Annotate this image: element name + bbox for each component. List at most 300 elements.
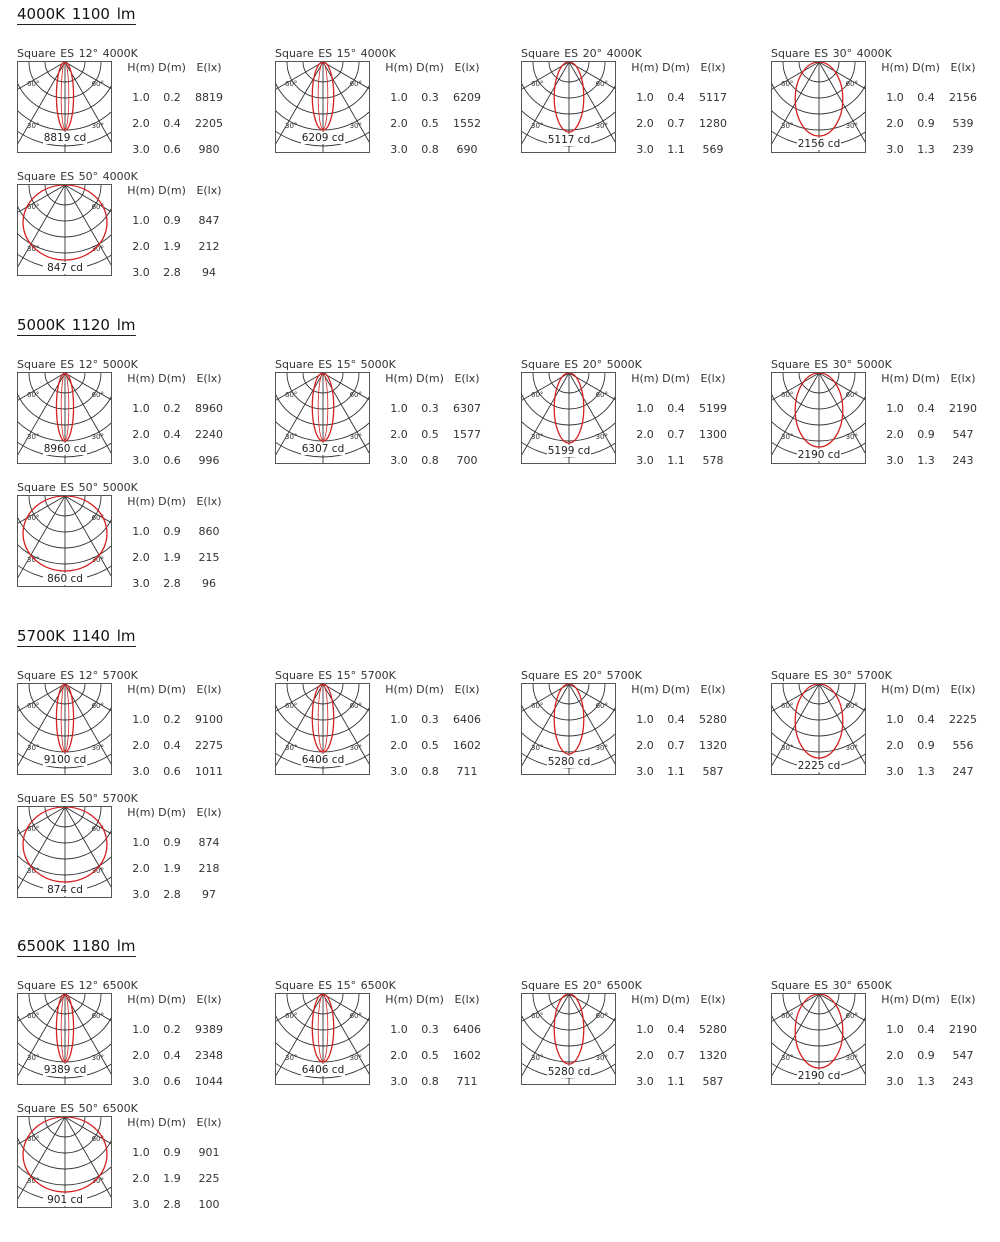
- beam-card: [275, 669, 515, 787]
- table-header-cell: E(lx): [196, 372, 222, 385]
- polar-diagram-svg: [18, 994, 112, 1085]
- table-cell: 2.0: [132, 1049, 150, 1062]
- table-cell: 1320: [699, 739, 727, 752]
- angle-mark-label: 30°: [27, 1177, 40, 1185]
- table-header-cell: D(m): [416, 683, 444, 696]
- angle-mark-label: 30°: [781, 433, 794, 441]
- table-cell: 0.8: [421, 1075, 439, 1088]
- polar-diagram: [771, 993, 866, 1085]
- table-cell: 0.3: [421, 713, 439, 726]
- polar-radial-line: [569, 62, 616, 122]
- candela-label: 9100 cd: [43, 754, 87, 766]
- table-cell: 2.0: [132, 862, 150, 875]
- section-2: [0, 311, 1000, 621]
- table-cell: 1.0: [636, 713, 654, 726]
- table-cell: 547: [952, 428, 974, 441]
- angle-mark-label: 30°: [349, 433, 362, 441]
- table-cell: 2.8: [163, 577, 181, 590]
- section-4: [0, 932, 1000, 1242]
- polar-diagram-svg: [276, 994, 370, 1085]
- candela-label: 6406 cd: [301, 754, 345, 766]
- angle-mark-label: 30°: [27, 1054, 40, 1062]
- table-header-cell: D(m): [912, 61, 940, 74]
- angle-mark-label: 60°: [27, 1012, 40, 1020]
- table-cell: 0.6: [163, 454, 181, 467]
- angle-mark-label: 60°: [91, 514, 104, 522]
- polar-diagram-svg: [18, 496, 112, 587]
- table-header-cell: E(lx): [700, 993, 726, 1006]
- polar-diagram-svg: [18, 62, 112, 153]
- table-cell: 2.0: [886, 1049, 904, 1062]
- table-cell: 2.0: [390, 739, 408, 752]
- table-cell: 980: [198, 143, 220, 156]
- card-title: Square ES 12° 5700K: [17, 669, 138, 682]
- card-title: Square ES 20° 6500K: [521, 979, 642, 992]
- polar-diagram-svg: [276, 684, 370, 775]
- table-cell: 711: [456, 1075, 478, 1088]
- beam-card: [17, 1102, 257, 1220]
- angle-mark-label: 60°: [781, 391, 794, 399]
- table-cell: 218: [198, 862, 220, 875]
- table-cell: 0.9: [163, 836, 181, 849]
- card-title: Square ES 50° 5700K: [17, 792, 138, 805]
- table-cell: 2.0: [132, 739, 150, 752]
- angle-mark-label: 60°: [845, 702, 858, 710]
- polar-diagram: [275, 372, 370, 464]
- beam-card: [17, 47, 257, 165]
- angle-mark-label: 60°: [781, 80, 794, 88]
- table-cell: 0.3: [421, 402, 439, 415]
- angle-mark-label: 30°: [531, 433, 544, 441]
- table-cell: 247: [952, 765, 974, 778]
- table-header-cell: H(m): [631, 993, 659, 1006]
- polar-diagram-svg: [772, 684, 866, 775]
- table-cell: 243: [952, 1075, 974, 1088]
- table-cell: 97: [202, 888, 216, 901]
- polar-diagram: [17, 993, 112, 1085]
- table-cell: 1.3: [917, 1075, 935, 1088]
- polar-radial-line: [569, 373, 616, 433]
- angle-mark-label: 30°: [349, 1054, 362, 1062]
- table-cell: 0.6: [163, 143, 181, 156]
- angle-mark-label: 60°: [91, 203, 104, 211]
- table-cell: 2156: [949, 91, 977, 104]
- table-header-cell: E(lx): [454, 61, 480, 74]
- angle-mark-label: 30°: [595, 122, 608, 130]
- polar-diagram-svg: [772, 373, 866, 464]
- polar-diagram: [771, 61, 866, 153]
- beam-card: [771, 47, 1000, 165]
- angle-mark-label: 30°: [91, 1054, 104, 1062]
- table-cell: 243: [952, 454, 974, 467]
- candela-label: 5199 cd: [547, 445, 591, 457]
- table-cell: 3.0: [886, 765, 904, 778]
- table-cell: 1.9: [163, 551, 181, 564]
- angle-mark-label: 30°: [781, 122, 794, 130]
- table-header-cell: H(m): [631, 683, 659, 696]
- card-title: Square ES 50° 6500K: [17, 1102, 138, 1115]
- angle-mark-label: 60°: [27, 1135, 40, 1143]
- table-cell: 0.5: [421, 1049, 439, 1062]
- angle-mark-label: 60°: [595, 1012, 608, 1020]
- table-cell: 9100: [195, 713, 223, 726]
- table-header-cell: D(m): [158, 372, 186, 385]
- table-header-cell: E(lx): [700, 683, 726, 696]
- table-header-cell: D(m): [158, 61, 186, 74]
- beam-card: [521, 47, 761, 165]
- table-cell: 1.1: [667, 143, 685, 156]
- table-cell: 2225: [949, 713, 977, 726]
- table-cell: 547: [952, 1049, 974, 1062]
- polar-diagram: [521, 61, 616, 153]
- card-title: Square ES 50° 4000K: [17, 170, 138, 183]
- section-title: 5000K 1120 lm: [17, 316, 136, 334]
- table-cell: 1.0: [390, 1023, 408, 1036]
- table-cell: 3.0: [132, 143, 150, 156]
- table-cell: 215: [198, 551, 220, 564]
- table-cell: 0.4: [667, 402, 685, 415]
- table-cell: 0.4: [163, 428, 181, 441]
- table-cell: 0.9: [917, 1049, 935, 1062]
- table-cell: 0.8: [421, 765, 439, 778]
- angle-mark-label: 60°: [285, 391, 298, 399]
- polar-diagram: [275, 61, 370, 153]
- table-header-cell: E(lx): [454, 372, 480, 385]
- table-cell: 1577: [453, 428, 481, 441]
- polar-diagram: [17, 184, 112, 276]
- table-cell: 1.0: [132, 1146, 150, 1159]
- table-cell: 3.0: [132, 1198, 150, 1211]
- table-cell: 2.0: [886, 739, 904, 752]
- table-header-cell: D(m): [662, 993, 690, 1006]
- candela-label: 6406 cd: [301, 1064, 345, 1076]
- beam-card: [17, 481, 257, 599]
- card-title: Square ES 12° 6500K: [17, 979, 138, 992]
- table-cell: 225: [198, 1172, 220, 1185]
- table-header-cell: E(lx): [950, 61, 976, 74]
- table-header-cell: D(m): [416, 61, 444, 74]
- table-header-cell: H(m): [127, 1116, 155, 1129]
- candela-label: 6307 cd: [301, 443, 345, 455]
- table-header-cell: H(m): [881, 993, 909, 1006]
- candela-label: 901 cd: [47, 1194, 83, 1206]
- table-cell: 711: [456, 765, 478, 778]
- beam-card: [17, 358, 257, 476]
- table-header-cell: D(m): [416, 372, 444, 385]
- table-cell: 2.0: [886, 428, 904, 441]
- angle-mark-label: 60°: [27, 702, 40, 710]
- angle-mark-label: 30°: [285, 122, 298, 130]
- polar-diagram: [521, 683, 616, 775]
- table-header-cell: D(m): [158, 495, 186, 508]
- table-header-cell: D(m): [158, 184, 186, 197]
- candela-label: 2190 cd: [797, 449, 841, 461]
- table-header-cell: D(m): [158, 1116, 186, 1129]
- table-cell: 860: [198, 525, 220, 538]
- angle-mark-label: 30°: [27, 433, 40, 441]
- beam-card: [771, 669, 1000, 787]
- polar-diagram-svg: [18, 807, 112, 898]
- polar-diagram: [521, 993, 616, 1085]
- angle-mark-label: 30°: [27, 556, 40, 564]
- card-title: Square ES 15° 4000K: [275, 47, 396, 60]
- polar-diagram: [17, 806, 112, 898]
- polar-diagram-svg: [18, 1117, 112, 1208]
- angle-mark-label: 30°: [91, 867, 104, 875]
- table-cell: 1.3: [917, 454, 935, 467]
- table-cell: 874: [198, 836, 220, 849]
- table-cell: 1.9: [163, 862, 181, 875]
- table-cell: 2.0: [636, 739, 654, 752]
- polar-diagram: [521, 372, 616, 464]
- card-title: Square ES 20° 5000K: [521, 358, 642, 371]
- section-1: [0, 0, 1000, 310]
- candela-label: 8960 cd: [43, 443, 87, 455]
- table-cell: 556: [952, 739, 974, 752]
- card-title: Square ES 12° 5000K: [17, 358, 138, 371]
- angle-mark-label: 30°: [27, 122, 40, 130]
- table-header-cell: E(lx): [196, 993, 222, 1006]
- card-title: Square ES 30° 5000K: [771, 358, 892, 371]
- table-cell: 0.4: [163, 739, 181, 752]
- table-cell: 0.3: [421, 1023, 439, 1036]
- table-cell: 0.9: [917, 428, 935, 441]
- table-cell: 3.0: [132, 1075, 150, 1088]
- angle-mark-label: 30°: [845, 122, 858, 130]
- beam-card: [17, 792, 257, 910]
- table-cell: 0.7: [667, 1049, 685, 1062]
- angle-mark-label: 60°: [91, 1135, 104, 1143]
- table-cell: 2.0: [636, 1049, 654, 1062]
- angle-mark-label: 30°: [781, 744, 794, 752]
- candela-label: 860 cd: [47, 573, 83, 585]
- table-cell: 3.0: [390, 765, 408, 778]
- polar-diagram: [17, 1116, 112, 1208]
- angle-mark-label: 30°: [531, 1054, 544, 1062]
- table-cell: 0.8: [421, 143, 439, 156]
- polar-diagram: [17, 61, 112, 153]
- table-cell: 0.9: [163, 214, 181, 227]
- angle-mark-label: 30°: [845, 1054, 858, 1062]
- table-cell: 3.0: [886, 454, 904, 467]
- angle-mark-label: 60°: [91, 80, 104, 88]
- table-cell: 2.0: [390, 1049, 408, 1062]
- table-header-cell: H(m): [127, 372, 155, 385]
- beam-card: [771, 979, 1000, 1097]
- angle-mark-label: 60°: [531, 1012, 544, 1020]
- table-cell: 5117: [699, 91, 727, 104]
- angle-mark-label: 60°: [27, 514, 40, 522]
- table-header-cell: D(m): [912, 993, 940, 1006]
- table-header-cell: H(m): [127, 993, 155, 1006]
- table-cell: 700: [456, 454, 478, 467]
- card-title: Square ES 30° 4000K: [771, 47, 892, 60]
- table-cell: 3.0: [390, 143, 408, 156]
- table-cell: 0.7: [667, 428, 685, 441]
- table-cell: 1.0: [132, 402, 150, 415]
- table-cell: 1.9: [163, 240, 181, 253]
- angle-mark-label: 30°: [91, 245, 104, 253]
- polar-diagram: [275, 993, 370, 1085]
- polar-radial-line: [522, 994, 569, 1054]
- table-header-cell: E(lx): [196, 1116, 222, 1129]
- table-cell: 3.0: [132, 266, 150, 279]
- table-cell: 9389: [195, 1023, 223, 1036]
- table-cell: 1.0: [390, 402, 408, 415]
- table-cell: 0.4: [917, 713, 935, 726]
- table-cell: 3.0: [390, 454, 408, 467]
- polar-radial-line: [569, 994, 616, 1054]
- beam-card: [771, 358, 1000, 476]
- angle-mark-label: 60°: [91, 1012, 104, 1020]
- table-header-cell: D(m): [662, 372, 690, 385]
- table-header-cell: D(m): [662, 61, 690, 74]
- table-header-cell: H(m): [127, 683, 155, 696]
- angle-mark-label: 30°: [349, 122, 362, 130]
- angle-mark-label: 60°: [349, 80, 362, 88]
- angle-mark-label: 60°: [27, 391, 40, 399]
- table-cell: 6307: [453, 402, 481, 415]
- table-cell: 2.0: [132, 1172, 150, 1185]
- angle-mark-label: 60°: [349, 1012, 362, 1020]
- card-title: Square ES 12° 4000K: [17, 47, 138, 60]
- table-cell: 3.0: [636, 454, 654, 467]
- table-header-cell: D(m): [416, 993, 444, 1006]
- angle-mark-label: 60°: [845, 391, 858, 399]
- table-cell: 3.0: [132, 765, 150, 778]
- angle-mark-label: 30°: [91, 1177, 104, 1185]
- table-cell: 847: [198, 214, 220, 227]
- polar-diagram: [771, 683, 866, 775]
- polar-diagram: [275, 683, 370, 775]
- table-cell: 239: [952, 143, 974, 156]
- table-cell: 0.2: [163, 91, 181, 104]
- polar-radial-line: [522, 62, 569, 122]
- table-header-cell: H(m): [881, 372, 909, 385]
- table-cell: 3.0: [636, 143, 654, 156]
- table-header-cell: D(m): [662, 683, 690, 696]
- angle-mark-label: 30°: [595, 1054, 608, 1062]
- table-cell: 539: [952, 117, 974, 130]
- table-cell: 1.0: [390, 91, 408, 104]
- table-header-cell: H(m): [127, 184, 155, 197]
- table-cell: 578: [702, 454, 724, 467]
- table-cell: 3.0: [886, 1075, 904, 1088]
- table-cell: 2.0: [636, 117, 654, 130]
- table-cell: 5199: [699, 402, 727, 415]
- table-cell: 2205: [195, 117, 223, 130]
- candela-label: 5280 cd: [547, 1066, 591, 1078]
- table-header-cell: E(lx): [950, 683, 976, 696]
- table-cell: 100: [198, 1198, 220, 1211]
- table-cell: 0.5: [421, 428, 439, 441]
- polar-diagram-svg: [772, 994, 866, 1085]
- angle-mark-label: 60°: [781, 1012, 794, 1020]
- table-cell: 1320: [699, 1049, 727, 1062]
- table-cell: 0.9: [163, 525, 181, 538]
- table-cell: 5280: [699, 713, 727, 726]
- table-cell: 1.0: [636, 91, 654, 104]
- table-cell: 2.0: [132, 551, 150, 564]
- section-3: [0, 622, 1000, 932]
- angle-mark-label: 60°: [595, 80, 608, 88]
- table-cell: 0.5: [421, 739, 439, 752]
- angle-mark-label: 60°: [349, 391, 362, 399]
- table-cell: 1.1: [667, 765, 685, 778]
- beam-card: [275, 47, 515, 165]
- table-cell: 2.0: [886, 117, 904, 130]
- polar-diagram-svg: [18, 185, 112, 276]
- table-cell: 3.0: [636, 765, 654, 778]
- table-cell: 1.0: [886, 91, 904, 104]
- angle-mark-label: 30°: [595, 744, 608, 752]
- card-title: Square ES 20° 4000K: [521, 47, 642, 60]
- table-cell: 2190: [949, 402, 977, 415]
- polar-diagram-svg: [276, 373, 370, 464]
- table-cell: 3.0: [390, 1075, 408, 1088]
- table-header-cell: E(lx): [196, 806, 222, 819]
- polar-diagram: [17, 683, 112, 775]
- table-cell: 0.6: [163, 1075, 181, 1088]
- beam-card: [275, 358, 515, 476]
- table-header-cell: E(lx): [196, 683, 222, 696]
- table-cell: 1.0: [132, 214, 150, 227]
- table-cell: 2190: [949, 1023, 977, 1036]
- table-header-cell: D(m): [158, 993, 186, 1006]
- beam-card: [275, 979, 515, 1097]
- table-cell: 0.7: [667, 739, 685, 752]
- beam-card: [17, 979, 257, 1097]
- beam-card: [17, 170, 257, 288]
- table-cell: 2.0: [390, 117, 408, 130]
- angle-mark-label: 30°: [91, 433, 104, 441]
- candela-label: 2156 cd: [797, 138, 841, 150]
- table-header-cell: E(lx): [196, 61, 222, 74]
- angle-mark-label: 60°: [91, 702, 104, 710]
- table-cell: 212: [198, 240, 220, 253]
- table-cell: 690: [456, 143, 478, 156]
- table-cell: 2.0: [132, 240, 150, 253]
- table-cell: 0.2: [163, 402, 181, 415]
- table-header-cell: E(lx): [700, 61, 726, 74]
- table-cell: 0.4: [163, 1049, 181, 1062]
- table-cell: 1.9: [163, 1172, 181, 1185]
- table-cell: 1552: [453, 117, 481, 130]
- table-header-cell: H(m): [385, 372, 413, 385]
- table-cell: 1.0: [390, 713, 408, 726]
- table-cell: 1.1: [667, 454, 685, 467]
- table-cell: 3.0: [132, 888, 150, 901]
- table-header-cell: E(lx): [950, 993, 976, 1006]
- card-title: Square ES 30° 5700K: [771, 669, 892, 682]
- candela-label: 9389 cd: [43, 1064, 87, 1076]
- polar-diagram-svg: [18, 373, 112, 464]
- table-cell: 1.0: [132, 836, 150, 849]
- angle-mark-label: 30°: [845, 433, 858, 441]
- candela-label: 847 cd: [47, 262, 83, 274]
- polar-diagram-svg: [522, 994, 616, 1085]
- angle-mark-label: 30°: [595, 433, 608, 441]
- polar-radial-line: [522, 684, 569, 744]
- card-title: Square ES 30° 6500K: [771, 979, 892, 992]
- table-cell: 2348: [195, 1049, 223, 1062]
- table-cell: 3.0: [132, 454, 150, 467]
- angle-mark-label: 30°: [781, 1054, 794, 1062]
- table-cell: 2.0: [132, 428, 150, 441]
- table-cell: 2.0: [390, 428, 408, 441]
- table-cell: 1.0: [636, 402, 654, 415]
- table-cell: 0.4: [917, 402, 935, 415]
